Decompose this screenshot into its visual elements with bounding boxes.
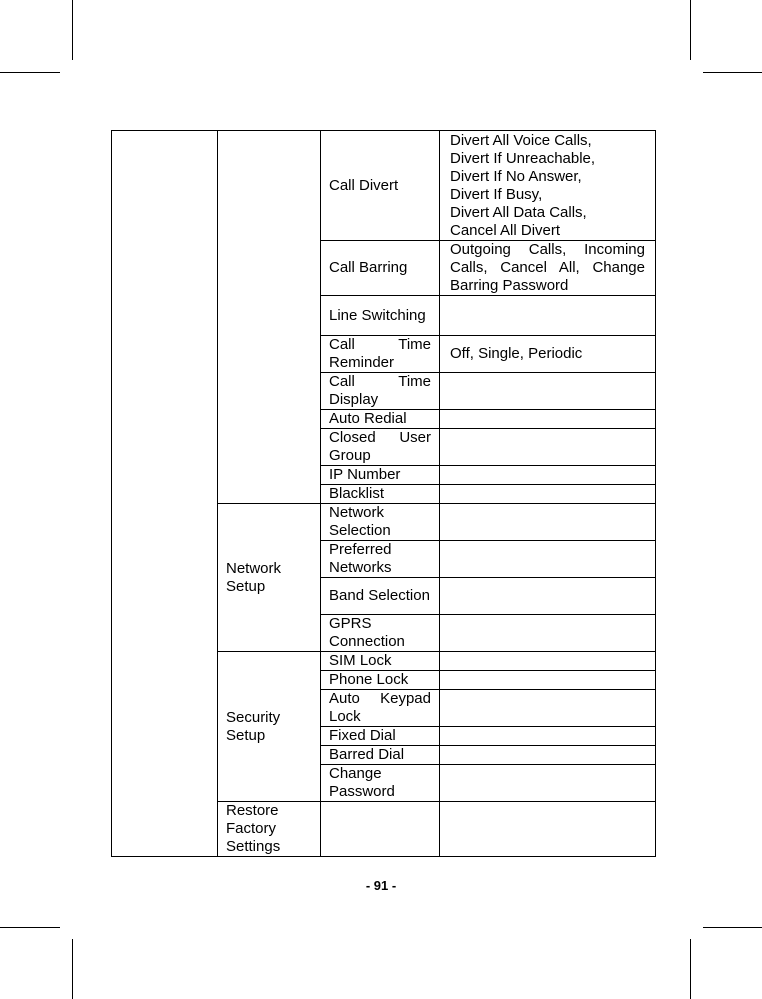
table-row bbox=[112, 131, 656, 241]
options-empty bbox=[440, 541, 656, 578]
options-empty bbox=[440, 690, 656, 727]
menu-level1-cell bbox=[112, 131, 218, 857]
options-empty bbox=[440, 615, 656, 652]
crop-mark bbox=[72, 939, 73, 999]
menu-item-change-password: Change Password bbox=[321, 765, 440, 802]
option-line: Divert If Busy, bbox=[450, 185, 543, 203]
option-line: Divert If No Answer, bbox=[450, 167, 582, 185]
menu-item-auto-redial: Auto Redial bbox=[321, 410, 440, 429]
options-empty bbox=[440, 504, 656, 541]
options-call-time-display bbox=[440, 373, 656, 410]
options-call-barring: Outgoing Calls, Incoming Calls, Cancel All, Change Barring Password bbox=[440, 241, 656, 296]
option-line: Divert If Unreachable, bbox=[450, 149, 596, 167]
menu-item-call-time-display: Call Time Display bbox=[321, 373, 440, 410]
options-empty bbox=[440, 671, 656, 690]
menu-item-call-barring: Call Barring bbox=[321, 241, 440, 296]
option-line: Divert All Voice Calls, bbox=[450, 131, 592, 149]
menu-item-blacklist: Blacklist bbox=[321, 485, 440, 504]
options-line-switching bbox=[440, 296, 656, 336]
crop-mark bbox=[703, 927, 762, 928]
options-empty bbox=[440, 578, 656, 615]
security-setup-label: Security Setup bbox=[218, 652, 321, 802]
menu-item-fixed-dial: Fixed Dial bbox=[321, 727, 440, 746]
options-call-time-reminder: Off, Single, Periodic bbox=[440, 336, 656, 373]
menu-item-network-selection: Network Selection bbox=[321, 504, 440, 541]
options-empty bbox=[440, 802, 656, 857]
page-number: - 91 - bbox=[365, 878, 397, 893]
options-empty bbox=[440, 727, 656, 746]
menu-item-empty bbox=[321, 802, 440, 857]
menu-item-line-switching: Line Switching bbox=[321, 296, 440, 336]
restore-factory-settings-label: Restore Factory Settings bbox=[218, 802, 321, 857]
menu-item-barred-dial: Barred Dial bbox=[321, 746, 440, 765]
options-empty bbox=[440, 765, 656, 802]
options-blacklist bbox=[440, 485, 656, 504]
call-setup-cell bbox=[218, 131, 321, 504]
options-auto-redial bbox=[440, 410, 656, 429]
menu-item-sim-lock: SIM Lock bbox=[321, 652, 440, 671]
menu-item-band-selection: Band Selection bbox=[321, 578, 440, 615]
options-empty bbox=[440, 746, 656, 765]
menu-item-gprs-connection: GPRS Connection bbox=[321, 615, 440, 652]
settings-menu-table bbox=[111, 130, 656, 857]
menu-item-preferred-networks: Preferred Networks bbox=[321, 541, 440, 578]
crop-mark bbox=[690, 0, 691, 60]
options-empty bbox=[440, 652, 656, 671]
menu-item-call-time-reminder: Call Time Reminder bbox=[321, 336, 440, 373]
crop-mark bbox=[72, 0, 73, 60]
crop-mark bbox=[690, 939, 691, 999]
menu-item-call-divert: Call Divert bbox=[321, 131, 440, 241]
menu-item-ip-number: IP Number bbox=[321, 466, 440, 485]
options-ip-number bbox=[440, 466, 656, 485]
menu-item-closed-user-group: Closed User Group bbox=[321, 429, 440, 466]
option-line: Divert All Data Calls, bbox=[450, 203, 587, 221]
crop-mark bbox=[0, 927, 60, 928]
options-closed-user-group bbox=[440, 429, 656, 466]
crop-mark bbox=[703, 72, 762, 73]
menu-item-auto-keypad-lock: Auto Keypad Lock bbox=[321, 690, 440, 727]
network-setup-label: Network Setup bbox=[218, 504, 321, 652]
crop-mark bbox=[0, 72, 60, 73]
options-call-divert bbox=[440, 131, 656, 241]
option-line: Cancel All Divert bbox=[450, 221, 561, 239]
menu-item-phone-lock: Phone Lock bbox=[321, 671, 440, 690]
